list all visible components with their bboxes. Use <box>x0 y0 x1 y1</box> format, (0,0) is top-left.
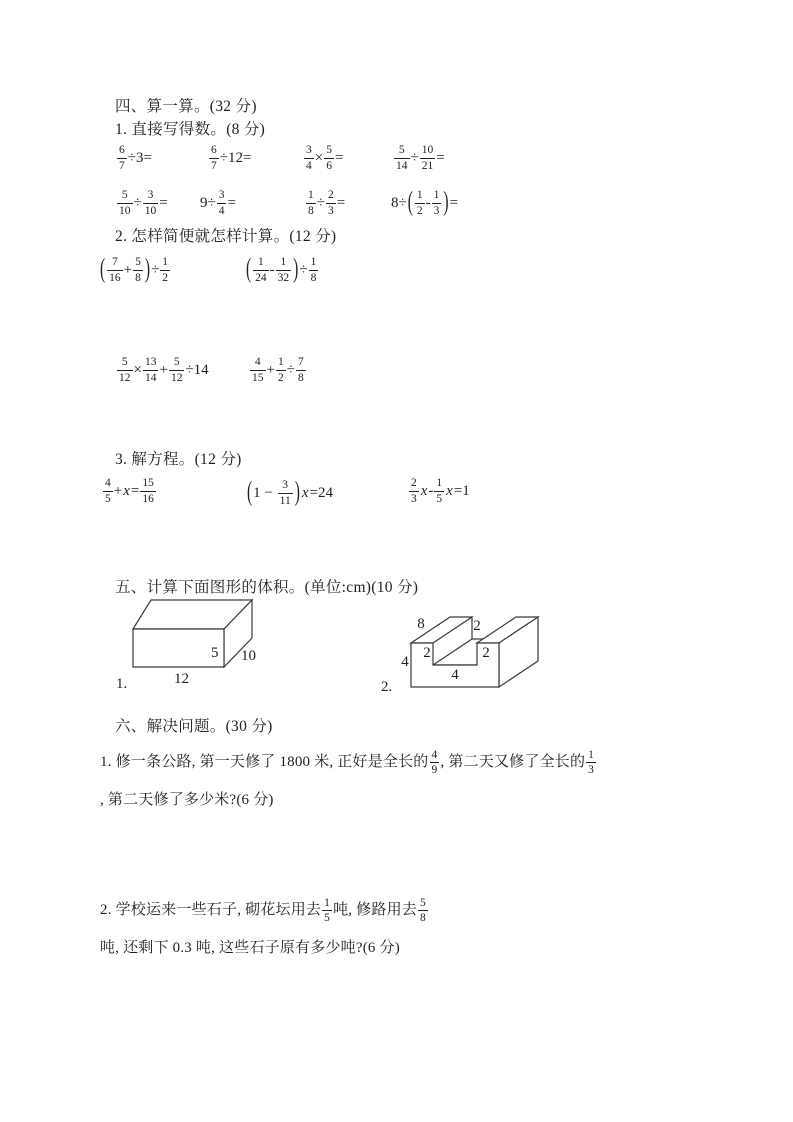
cuboid-figure <box>108 595 288 695</box>
expression: ( $\frac{1}{24}$ - $\frac{1}{32}$ ) ÷ $\frac{1}{8}$ <box>246 254 317 284</box>
figure-1-label: 1. <box>116 676 128 692</box>
cuboid-height-label: 5 <box>211 645 219 661</box>
expression: $\frac{1}{8}$ ÷ $\frac{2}{3}$ = <box>308 189 346 217</box>
expression: 8÷ ( $\frac{1}{2}$ - $\frac{1}{3}$ ) = <box>391 187 459 217</box>
expression: $\frac{3}{4}$ × $\frac{5}{6}$ = <box>306 144 344 172</box>
expression: $\frac{4}{15}$ + $\frac{1}{2}$ ÷ $\frac{7}{8}$ <box>252 356 304 384</box>
expression: $\frac{5}{10}$ ÷ $\frac{3}{10}$ = <box>119 189 168 217</box>
equation: $\frac{2}{3}$ x - $\frac{1}{5}$ x =1 <box>411 477 470 505</box>
expression: ( $\frac{7}{16}$ + $\frac{5}{8}$ ) ÷ $\frac{1}{2}$ <box>100 254 169 284</box>
expression: $\frac{6}{7}$ ÷12= <box>211 144 252 172</box>
u-prism-depth-label: 8 <box>417 616 425 632</box>
u-prism-right-width-label: 2 <box>482 645 490 661</box>
expression: $\frac{5}{12}$ × $\frac{13}{14}$ + $\frac{5}{12}$ ÷14 <box>119 356 209 384</box>
expression: $\frac{6}{7}$ ÷3= <box>119 144 152 172</box>
section-5-title: 五、计算下面图形的体积。(单位:cm)(10 分) <box>115 579 419 596</box>
section-4-sub3-title: 3. 解方程。(12 分) <box>115 451 242 468</box>
u-prism-height-label: 4 <box>401 654 409 670</box>
equation: $\frac{4}{5}$ + x = $\frac{15}{16}$ <box>105 477 154 505</box>
section-4-title: 四、算一算。(32 分) <box>115 98 257 115</box>
expression: $\frac{5}{14}$ ÷ $\frac{10}{21}$ = <box>396 144 445 172</box>
section-4-sub2-title: 2. 怎样简便就怎样计算。(12 分) <box>115 228 337 245</box>
figure-2-label: 2. <box>381 679 393 695</box>
word-problem-2: 2. 学校运来一些石子, 砌花坛用去 $\frac{1}{5}$ 吨, 修路用去 $\frac{5}{8}$ 吨, 还剩下 0.3 吨, 这些石子原有多少吨?(6 分) <box>100 897 426 956</box>
u-prism-figure <box>391 598 543 698</box>
section-4-sub1-title: 1. 直接写得数。(8 分) <box>115 121 266 138</box>
u-prism-notch-width-label: 4 <box>451 667 459 683</box>
u-prism-left-width-label: 2 <box>423 645 431 661</box>
word-problem-1: 1. 修一条公路, 第一天修了 1800 米, 正好是全长的 $\frac{4}{9}$ , 第二天又修了全长的 $\frac{1}{3}$ , 第二天修了多少米?(6 分) <box>100 749 595 808</box>
section-6-title: 六、解决问题。(30 分) <box>115 718 273 735</box>
cuboid-length-label: 12 <box>174 671 189 687</box>
u-prism-back-width-label: 2 <box>473 618 481 634</box>
equation: ( 1 − $\frac{3}{11}$ ) x =24 <box>247 477 334 507</box>
expression: 9÷ $\frac{3}{4}$ = <box>200 189 236 217</box>
cuboid-width-label: 10 <box>241 648 256 664</box>
